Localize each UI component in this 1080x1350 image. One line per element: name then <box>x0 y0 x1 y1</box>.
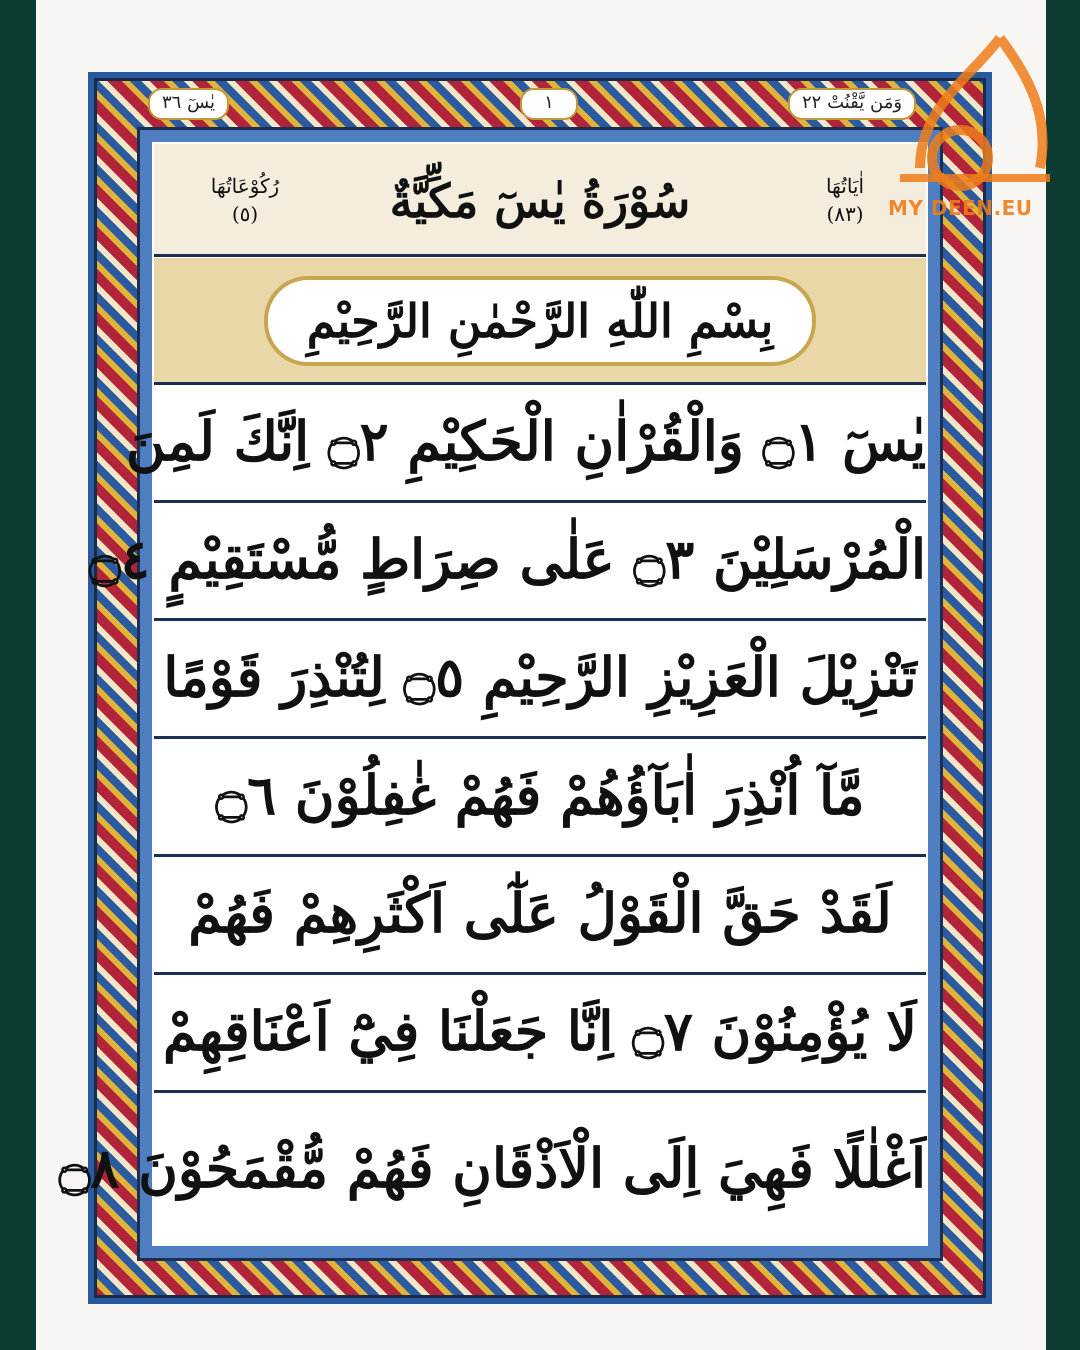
ayat-count: (٨٣) <box>826 202 864 226</box>
verse-line: لَا يُؤْمِنُوْنَ ۝٧ اِنَّا جَعَلْنَا فِيْٓ اَعْنَاقِهِمْ <box>154 975 926 1093</box>
verse-line: تَنْزِيْلَ الْعَزِيْزِ الرَّحِيْمِ ۝٥ لِتُنْذِرَ قَوْمًا <box>154 621 926 739</box>
ayat-label: اٰيَاتُهَا <box>825 174 865 198</box>
ruku-count: (٥) <box>231 202 259 226</box>
verse-line: يٰسٓ ۝١ وَالْقُرْاٰنِ الْحَكِيْمِ ۝٢ اِنَّكَ لَمِنَ <box>154 385 926 503</box>
bismillah-text: بِسْمِ اللّٰهِ الرَّحْمٰنِ الرَّحِيْمِ <box>264 276 816 366</box>
page-number: ١ <box>520 88 578 120</box>
ruku-label: رُكُوْعَاتُهَا <box>210 174 280 198</box>
ruku-count-box <box>190 172 300 228</box>
watermark-text: MY DEEN.EU <box>888 196 1033 220</box>
verse-line: الْمُرْسَلِيْنَ ۝٣ عَلٰى صِرَاطٍ مُّسْتَقِيْمٍ ۝٤ <box>154 503 926 621</box>
verse-line: اَغْلٰلًا فَهِيَ اِلَى الْاَذْقَانِ فَهُمْ مُّقْمَحُوْنَ ۝٨ <box>58 1136 926 1200</box>
surah-reference: يٰسٓ ٣٦ <box>148 88 229 120</box>
juz-label: وَمَن يَّقْنُتْ ٢٢ <box>788 88 916 120</box>
verse-line: مَّآ اُنْذِرَ اٰبَآؤُهُمْ فَهُمْ غٰفِلُوْنَ ۝٦ <box>154 739 926 857</box>
verse-line: لَقَدْ حَقَّ الْقَوْلُ عَلٰٓى اَكْثَرِهِمْ فَهُمْ <box>154 857 926 975</box>
surah-title: سُوْرَةُ يٰسٓ مَكِّيَّةٌ <box>389 174 691 228</box>
